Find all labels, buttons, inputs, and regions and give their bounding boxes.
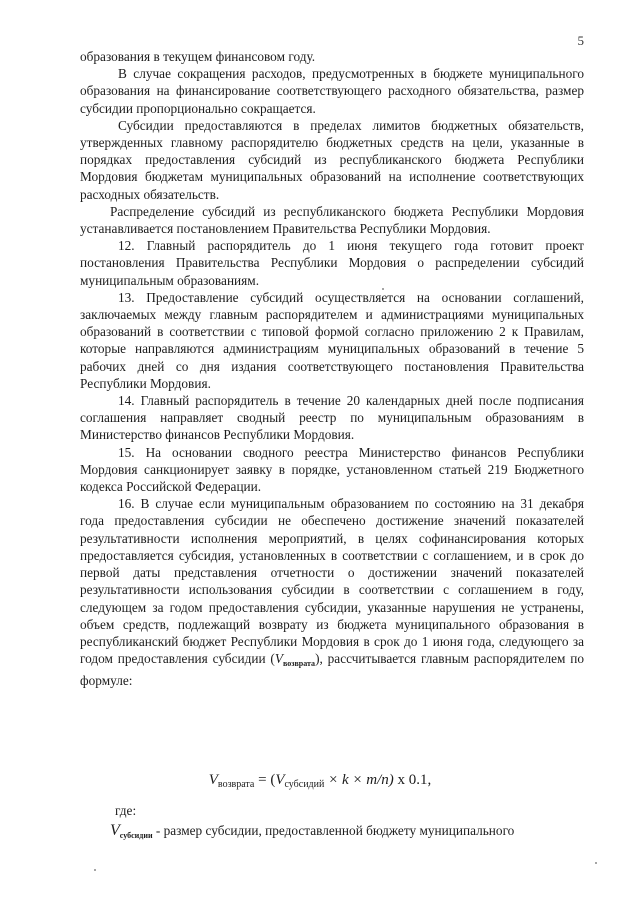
paragraph-16-text: 16. В случае если муниципальным образованием по состоянию на 31 декабря года предоставления субсидии не обеспечено достижение значений показателей результативности исполнения мероприятий, в целях софинансирования которых предоставляется субсидия, установленных в соответствии с соглашением, и в срок до первой даты представления отчетности о достижении значений показателей результативности использования субсидии в соответствии с соглашением в году, следующем за годом предоставления субсидии, указанные нарушения не устранены, объем средств, подлежащий возврату из бюджета муниципального образования в республиканский бюджет Республики Мордовия в срок до 1 июня года, следующего за годом предоставления субсидии ( — [80, 496, 584, 667]
definition-line — [110, 822, 590, 844]
paragraph-12: 12. Главный распорядитель до 1 июня текущего года готовит проект постановления Правительства Республики Мордовия о распределении субсидий муниципальным образованиям. — [80, 238, 584, 288]
formula-rhs-rest: × k × m/n) — [324, 772, 394, 788]
scan-speck — [94, 869, 96, 871]
paragraph-continuation: образования в текущем финансовом году. — [80, 49, 316, 64]
formula-rhs-letter: V — [275, 772, 285, 788]
refund-symbol-letter: V — [274, 651, 283, 667]
document-body — [80, 48, 584, 690]
formula-lhs-subscript: возврата — [217, 779, 255, 790]
refund-symbol-subscript: возврата — [282, 659, 316, 669]
paragraph-distribution: Распределение субсидий из республиканского бюджета Республики Мордовия устанавливается постановлением Правительства Республики Мордовия. — [80, 203, 584, 237]
formula-open: = ( — [258, 772, 276, 788]
formula-tail: х 0.1, — [393, 772, 432, 788]
subsidy-symbol-letter: V — [110, 822, 120, 839]
formula-lhs-letter: V — [208, 772, 218, 788]
subsidy-symbol-subscript: субсидии — [119, 831, 153, 840]
scan-speck — [382, 288, 384, 290]
definition-text: - размер субсидии, предоставленной бюджету муниципального — [152, 823, 515, 838]
scan-speck — [595, 862, 597, 864]
formula-rhs-subscript: субсидий — [284, 779, 325, 790]
refund-symbol — [274, 651, 316, 669]
paragraph-15: 15. На основании сводного реестра Министерство финансов Республики Мордовия санкционирует заявку в порядке, установленном статьей 219 Бюджетного кодекса Российской Федерации. — [80, 444, 584, 495]
paragraph-16 — [80, 495, 584, 689]
where-label: где: — [115, 803, 137, 818]
page-number: 5 — [577, 33, 584, 48]
paragraph-14: 14. Главный распорядитель в течение 20 календарных дней после подписания соглашения направляет сводный реестр по муниципальным образованиям в Министерство финансов Республики Мордовия. — [80, 393, 584, 443]
paragraph-reduction: В случае сокращения расходов, предусмотренных в бюджете муниципального образования на финансирование соответствующего расходного обязательства, размер субсидии пропорционально сокращается. — [80, 66, 584, 116]
refund-formula — [0, 772, 640, 790]
paragraph-16-end: ), рассчитывается главным распорядителем по формуле: — [80, 651, 584, 689]
paragraph-13: 13. Предоставление субсидий осуществляется на основании соглашений, заключаемых между главным распорядителем и администрациями муниципальных образований в соответствии с типовой формой согласно приложению 2 к Правилам, которые направляются администрациям муниципальных образований в течение 5 рабочих дней со дня издания соответствующего постановления Правительства Республики Мордовия. — [80, 289, 584, 391]
paragraph-limits: Субсидии предоставляются в пределах лимитов бюджетных обязательств, утвержденных главному распорядителю бюджетных средств на цели, указанные в порядках предоставления субсидий из республиканского бюджета Республики Мордовия бюджетам муниципальных образований на исполнение соответствующих расходных обязательств. — [80, 117, 584, 202]
